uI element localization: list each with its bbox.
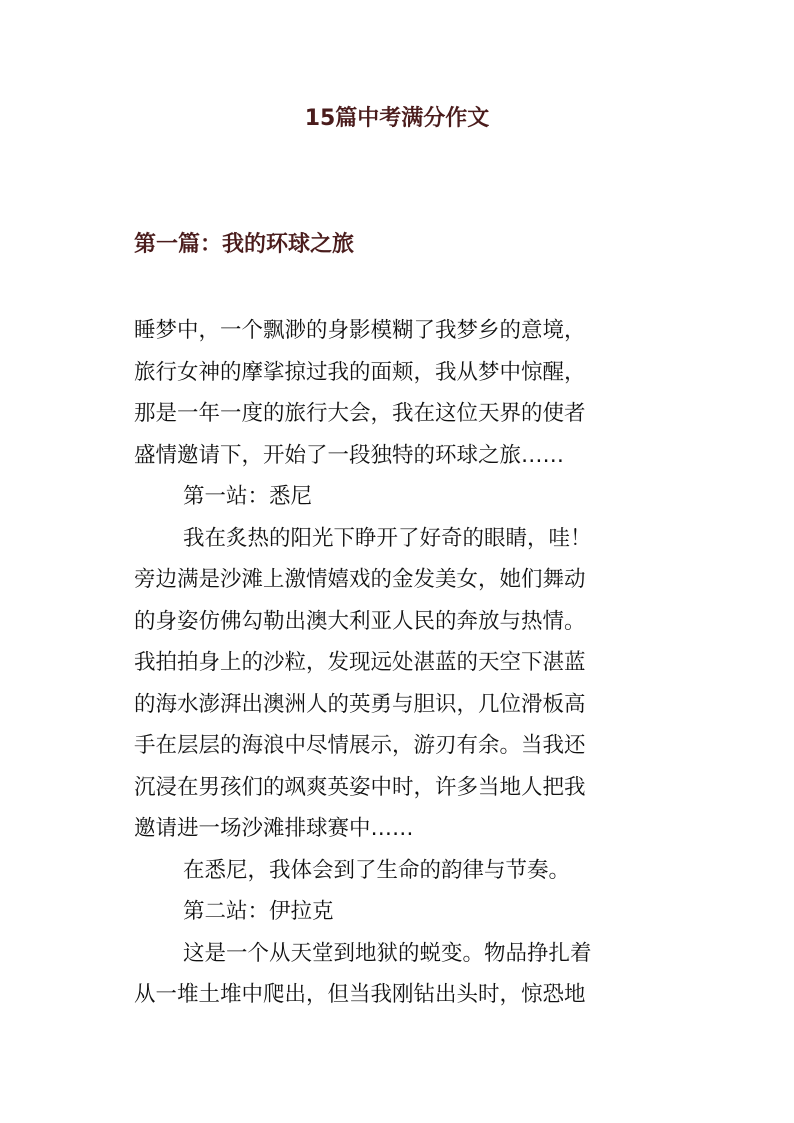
essay-body bbox=[134, 310, 644, 1016]
text-line: 沉浸在男孩们的飒爽英姿中时，许多当地人把我 bbox=[134, 774, 586, 800]
text-line: 我在炙热的阳光下睁开了好奇的眼睛，哇！ bbox=[183, 525, 592, 551]
text-line: 在悉尼，我体会到了生命的韵律与节奏。 bbox=[183, 857, 571, 883]
text-line: 旁边满是沙滩上激情嬉戏的金发美女，她们舞动 bbox=[134, 567, 586, 592]
text-line: 的身姿仿佛勾勒出澳大利亚人民的奔放与热情。 bbox=[134, 608, 586, 634]
text-line: 旅行女神的摩挲掠过我的面颊，我从梦中惊醒， bbox=[134, 359, 586, 385]
text-line: 的海水澎湃出澳洲人的英勇与胆识，几位滑板高 bbox=[134, 691, 586, 717]
station-heading: 第二站：伊拉克 bbox=[183, 899, 334, 924]
text-line: 手在层层的海浪中尽情展示，游刃有余。当我还 bbox=[134, 733, 586, 758]
text-line: 这是一个从天堂到地狱的蜕变。物品挣扎着 bbox=[183, 940, 592, 966]
text-line: 邀请进一场沙滩排球赛中…… bbox=[134, 816, 414, 841]
text-line: 那是一年一度的旅行大会，我在这位天界的使者 bbox=[134, 401, 586, 426]
text-line: 从一堆土堆中爬出，但当我刚钻出头时，惊恐地 bbox=[134, 982, 586, 1007]
text-line: 盛情邀请下，开始了一段独特的环球之旅…… bbox=[134, 442, 565, 468]
text-line: 睡梦中，一个飘渺的身影模糊了我梦乡的意境， bbox=[134, 318, 586, 343]
station-heading: 第一站：悉尼 bbox=[183, 484, 313, 509]
text-line: 我拍拍身上的沙粒，发现远处湛蓝的天空下湛蓝 bbox=[134, 650, 586, 675]
chapter-heading: 第一篇：我的环球之旅 bbox=[134, 232, 355, 257]
document-title: 15篇中考满分作文 bbox=[304, 106, 490, 131]
